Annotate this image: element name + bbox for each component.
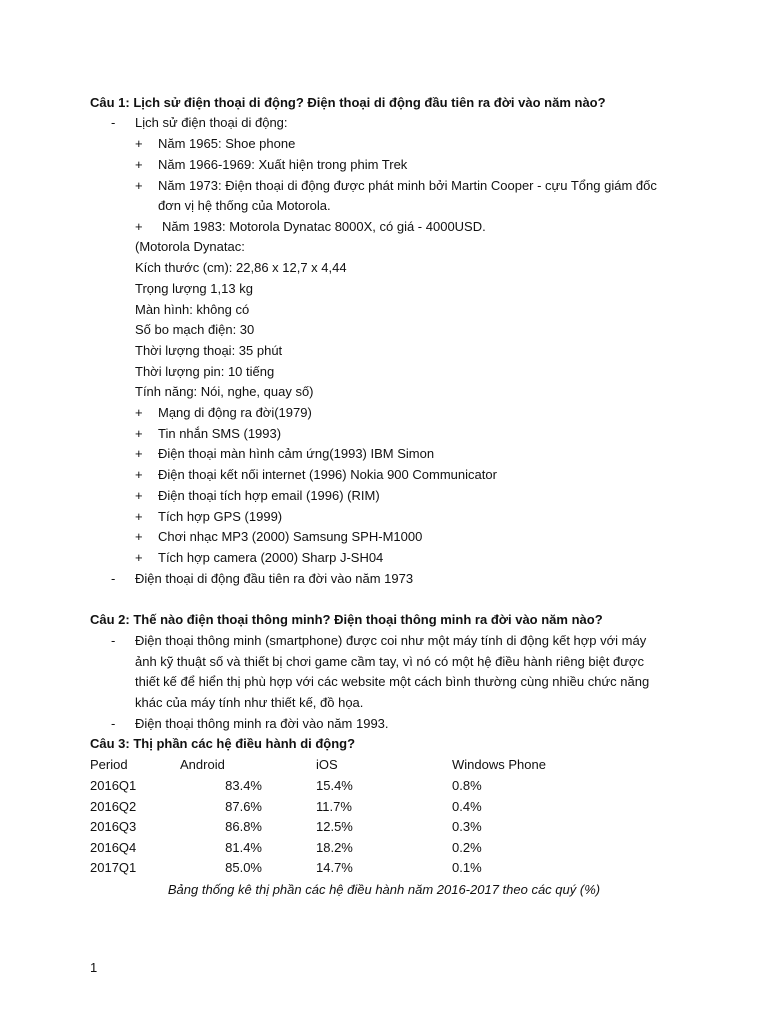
- android-cell: 85.0%: [225, 860, 262, 875]
- history-item: Năm 1966-1969: Xuất hiện trong phim Trek: [158, 157, 408, 172]
- plus-bullet: +: [135, 550, 143, 565]
- milestone-item: Điện thoại kết nối internet (1996) Nokia 900 Communicator: [158, 467, 497, 482]
- ios-cell: 11.7%: [316, 799, 352, 814]
- header-period: Period: [90, 757, 128, 772]
- ios-cell: 15.4%: [316, 778, 353, 793]
- spec-line: Thời lượng pin: 10 tiếng: [135, 364, 275, 379]
- smartphone-paragraph-line: thiết kế để hiển thị phù hợp với các website một cách bình thường cùng nhiều chức năng: [135, 674, 650, 689]
- period-cell: 2016Q3: [90, 819, 137, 834]
- milestone-item: Mạng di động ra đời(1979): [158, 405, 312, 420]
- windows-phone-cell: 0.3%: [452, 819, 482, 834]
- question-1-answer: Điện thoại di động đầu tiên ra đời vào năm 1973: [135, 571, 414, 586]
- period-cell: 2016Q4: [90, 840, 137, 855]
- spec-line: Tính năng: Nói, nghe, quay số): [135, 384, 314, 399]
- smartphone-paragraph-line: Điện thoại thông minh (smartphone) được coi như một máy tính di động kết hợp với máy: [135, 633, 647, 648]
- plus-bullet: +: [135, 529, 143, 544]
- period-cell: 2016Q2: [90, 799, 137, 814]
- table-caption: Bảng thống kê thị phần các hệ điều hành năm 2016-2017 theo các quý (%): [167, 882, 601, 897]
- question-2-title: Câu 2: Thế nào điện thoại thông minh? Điện thoại thông minh ra đời vào năm nào?: [90, 612, 603, 627]
- android-cell: 86.8%: [225, 819, 262, 834]
- milestone-item: Tin nhắn SMS (1993): [158, 426, 282, 441]
- history-item: Năm 1973: Điện thoại di động được phát minh bởi Martin Cooper - cựu Tổng giám đốc: [158, 178, 657, 193]
- plus-bullet: +: [135, 219, 143, 234]
- dash-bullet: -: [111, 571, 116, 586]
- smartphone-paragraph-line: ảnh kỹ thuật số và thiết bị chơi game cầm tay, vì nó có một hệ điều hành riêng biệt được: [135, 654, 644, 669]
- android-cell: 87.6%: [225, 799, 262, 814]
- ios-cell: 18.2%: [316, 840, 353, 855]
- windows-phone-cell: 0.1%: [452, 860, 482, 875]
- history-item: Năm 1983: Motorola Dynatac 8000X, có giá - 4000USD.: [162, 219, 486, 234]
- android-cell: 81.4%: [225, 840, 262, 855]
- dash-bullet: -: [111, 115, 116, 130]
- plus-bullet: +: [135, 136, 143, 151]
- smartphone-paragraph-line: khác của máy tính như thiết kế, đồ họa.: [135, 695, 364, 710]
- ios-cell: 14.7%: [316, 860, 353, 875]
- question-2-answer: Điện thoại thông minh ra đời vào năm 1993.: [135, 716, 389, 731]
- spec-line: (Motorola Dynatac:: [135, 239, 245, 254]
- milestone-item: Điện thoại tích hợp email (1996) (RIM): [158, 488, 380, 503]
- plus-bullet: +: [135, 488, 143, 503]
- period-cell: 2017Q1: [90, 860, 137, 875]
- milestone-item: Điện thoại màn hình cảm ứng(1993) IBM Simon: [158, 446, 435, 461]
- android-cell: 83.4%: [225, 778, 262, 793]
- spec-line: Màn hình: không có: [135, 302, 250, 317]
- windows-phone-cell: 0.8%: [452, 778, 482, 793]
- plus-bullet: +: [135, 426, 143, 441]
- history-item: Năm 1965: Shoe phone: [158, 136, 296, 151]
- plus-bullet: +: [135, 157, 143, 172]
- milestone-item: Tích hợp GPS (1999): [158, 509, 283, 524]
- milestone-item: Chơi nhạc MP3 (2000) Samsung SPH-M1000: [158, 529, 423, 544]
- windows-phone-cell: 0.2%: [452, 840, 482, 855]
- question-3-title: Câu 3: Thị phần các hệ điều hành di động?: [90, 736, 356, 751]
- dash-bullet: -: [111, 633, 116, 648]
- header-android: Android: [180, 757, 225, 772]
- plus-bullet: +: [135, 509, 143, 524]
- windows-phone-cell: 0.4%: [452, 799, 482, 814]
- milestone-item: Tích hợp camera (2000) Sharp J-SH04: [158, 550, 384, 565]
- plus-bullet: +: [135, 178, 143, 193]
- spec-line: Thời lượng thoại: 35 phút: [135, 343, 283, 358]
- page-number: 1: [90, 960, 98, 975]
- plus-bullet: +: [135, 467, 143, 482]
- plus-bullet: +: [135, 405, 143, 420]
- question-1-title: Câu 1: Lịch sử điện thoại di động? Điện thoại di động đầu tiên ra đời vào năm nào?: [90, 95, 606, 110]
- period-cell: 2016Q1: [90, 778, 137, 793]
- spec-line: Số bo mạch điện: 30: [135, 322, 255, 337]
- history-item-continuation: đơn vị hệ thống của Motorola.: [158, 198, 331, 213]
- header-ios: iOS: [316, 757, 338, 772]
- plus-bullet: +: [135, 446, 143, 461]
- spec-line: Kích thước (cm): 22,86 x 12,7 x 4,44: [135, 260, 347, 275]
- header-windows-phone: Windows Phone: [452, 757, 546, 772]
- ios-cell: 12.5%: [316, 819, 353, 834]
- dash-bullet: -: [111, 716, 116, 731]
- spec-line: Trọng lượng 1,13 kg: [135, 281, 253, 296]
- history-label: Lịch sử điện thoại di động:: [135, 115, 288, 130]
